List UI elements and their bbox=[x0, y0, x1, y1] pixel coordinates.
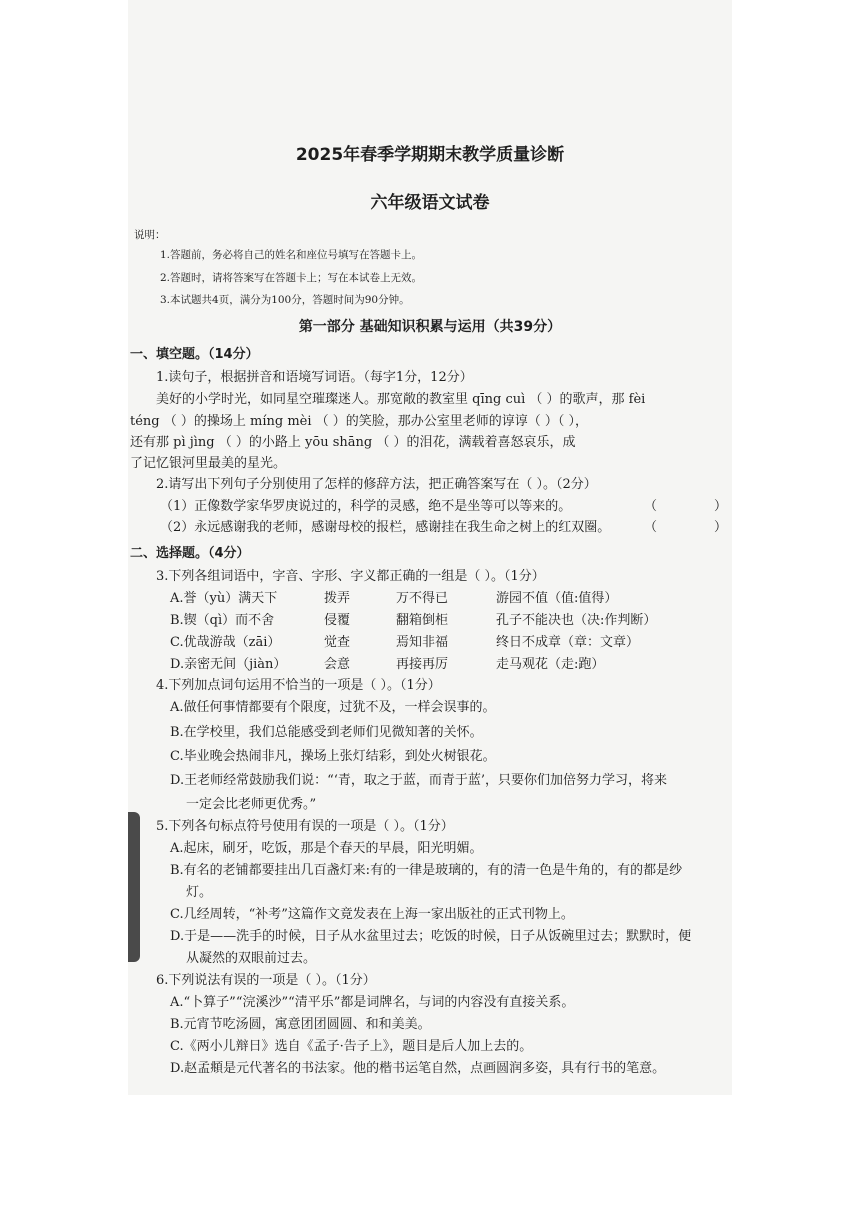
option-cell: 游园不值（值:值得） bbox=[496, 591, 618, 606]
option-line: D.赵孟頫是元代著名的书法家。他的楷书运笔自然，点画圆润多姿，具有行书的笔意。 bbox=[170, 1061, 666, 1076]
option-line: B.元宵节吃汤圆，寓意团团圆圆、和和美美。 bbox=[170, 1017, 431, 1032]
option-cell: 拨弄 bbox=[324, 591, 351, 606]
option-line: B.有名的老铺都要挂出几百盏灯来:有的一律是玻璃的，有的清一色是牛角的，有的都是纱 bbox=[170, 863, 683, 878]
option-cell: 孔子不能决也（决:作判断） bbox=[496, 613, 657, 628]
option-line: 一定会比老师更优秀。” bbox=[186, 797, 317, 812]
page-shadow-edge bbox=[128, 812, 140, 962]
answer-paren-left: （ bbox=[644, 499, 658, 514]
option-line: C.几经周转，“补考”这篇作文竟发表在上海一家出版社的正式刊物上。 bbox=[170, 907, 574, 922]
exam-title: 2025年春季学期期末教学质量诊断 bbox=[295, 145, 565, 165]
option-cell: 焉知非福 bbox=[396, 635, 449, 650]
exam-subtitle: 六年级语文试卷 bbox=[370, 193, 490, 213]
question-item: （2）永远感谢我的老师，感谢母校的报栏，感谢挂在我生命之树上的红双圈。 bbox=[160, 520, 611, 535]
part1-title: 第一部分 基础知识积累与运用（共39分） bbox=[298, 319, 562, 335]
option-line: D.于是——洗手的时候，日子从水盆里过去；吃饭的时候，日子从饭碗里过去；默默时，便 bbox=[170, 929, 692, 944]
question-stem: 3.下列各组词语中，字音、字形、字义都正确的一组是（ ）。（1分） bbox=[156, 569, 545, 584]
note-item: 3.本试题共4页，满分为100分，答题时间为90分钟。 bbox=[160, 294, 410, 306]
option-cell: B.锲（qì）而不舍 bbox=[170, 613, 275, 628]
option-line: 从凝然的双眼前过去。 bbox=[186, 951, 317, 966]
option-line: A.“卜算子”“浣溪沙”“清平乐”都是词牌名，与词的内容没有直接关系。 bbox=[170, 995, 575, 1010]
option-cell: 翻箱倒柜 bbox=[396, 613, 449, 628]
question-stem: 4.下列加点词句运用不恰当的一项是（ ）。（1分） bbox=[156, 678, 441, 693]
question-item: （1）正像数学家华罗庚说过的，科学的灵感，绝不是坐等可以等来的。 bbox=[160, 499, 572, 514]
question-line: téng （ ）的操场上 míng mèi （ ）的笑脸，那办公室里老师的谆谆（ ）（ ）， bbox=[130, 414, 589, 429]
option-cell: 会意 bbox=[324, 657, 351, 672]
question-stem: 6.下列说法有误的一项是（ ）。（1分） bbox=[156, 973, 376, 988]
option-cell: 觉查 bbox=[324, 635, 351, 650]
option-line: B.在学校里，我们总能感受到老师们见微知著的关怀。 bbox=[170, 725, 483, 740]
option-line: A.起床，刷牙，吃饭，那是个春天的早晨，阳光明媚。 bbox=[170, 841, 483, 856]
answer-paren-right: ） bbox=[714, 499, 728, 514]
note-item: 2.答题时，请将答案写在答题卡上；写在本试卷上无效。 bbox=[160, 272, 423, 284]
notes-label: 说明： bbox=[134, 229, 166, 241]
question-line: 了记忆银河里最美的星光。 bbox=[130, 456, 287, 471]
section-title: 二、选择题。（4分） bbox=[130, 546, 250, 561]
option-cell: A.誉（yù）满天下 bbox=[170, 591, 278, 606]
answer-paren-right: ） bbox=[714, 520, 728, 535]
note-item: 1.答题前，务必将自己的姓名和座位号填写在答题卡上。 bbox=[160, 249, 423, 261]
option-cell: D.亲密无间（jiàn） bbox=[170, 657, 287, 672]
option-line: C.毕业晚会热闹非凡，操场上张灯结彩，到处火树银花。 bbox=[170, 749, 496, 764]
option-line: C.《两小儿辩日》选自《孟子·告子上》，题目是后人加上去的。 bbox=[170, 1039, 533, 1054]
option-cell: 万不得已 bbox=[396, 591, 449, 606]
option-cell: 走马观花（走:跑） bbox=[496, 657, 605, 672]
question-line: 还有那 pì jìng （ ）的小路上 yōu shāng （ ）的泪花，满载着喜怒哀乐，成 bbox=[130, 435, 576, 450]
question-stem: 2.请写出下列句子分别使用了怎样的修辞方法，把正确答案写在（ ）。（2分） bbox=[156, 477, 597, 492]
option-cell: 侵覆 bbox=[324, 613, 351, 628]
option-line: 灯。 bbox=[186, 885, 213, 900]
question-stem: 5.下列各句标点符号使用有误的一项是（ ）。（1分） bbox=[156, 819, 454, 834]
option-cell: 再接再厉 bbox=[396, 657, 449, 672]
option-line: D.王老师经常鼓励我们说：“‘青，取之于蓝，而青于蓝’，只要你们加倍努力学习，将来 bbox=[170, 773, 668, 788]
question-stem: 1.读句子，根据拼音和语境写词语。（每字1分，12分） bbox=[156, 370, 473, 385]
answer-paren-left: （ bbox=[644, 520, 658, 535]
option-cell: 终日不成章（章：文章） bbox=[496, 635, 640, 650]
question-line: 美好的小学时光，如同星空璀璨迷人。那宽敞的教室里 qīng cuì （ ）的歌声，那 fèi bbox=[156, 392, 646, 407]
section-title: 一、填空题。（14分） bbox=[130, 347, 259, 362]
option-cell: C.优哉游哉（zāi） bbox=[170, 635, 281, 650]
option-line: A.做任何事情都要有个限度，过犹不及，一样会误事的。 bbox=[170, 700, 496, 715]
